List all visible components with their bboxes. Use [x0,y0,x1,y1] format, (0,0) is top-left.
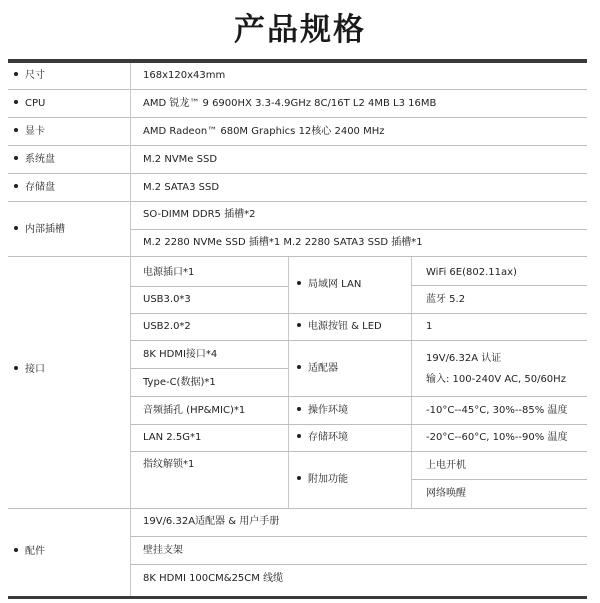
port-item: 音频插孔 (HP&MIC)*1 [143,405,246,416]
sub-divider [130,564,587,565]
accessories-label: 配件 [14,546,45,558]
sub-divider [130,536,587,537]
gpu-label: 显卡 [14,126,45,138]
size-value: 168x120x43mm [143,70,226,81]
lan-wifi: WiFi 6E(802.11ax) [426,267,517,278]
section-divider [8,508,587,509]
sub-divider [130,313,288,314]
bullet-icon [297,407,301,411]
bullet-icon [297,323,301,327]
column-divider [288,257,289,508]
sub-divider [130,368,288,369]
port-item: Type-C(数据)*1 [143,377,216,388]
sub-divider [288,313,587,314]
bullet-icon [14,156,18,160]
gpu-value: AMD Radeon™ 680M Graphics 12核心 2400 MHz [143,126,385,137]
internal-slots-line2: M.2 2280 NVMe SSD 插槽*1 M.2 2280 SATA3 SSD 插槽*1 [143,237,423,248]
row-divider [8,145,587,146]
top-rule [8,59,587,63]
ports-label: 接口 [14,364,45,376]
accessory-item: 壁挂支架 [143,545,183,556]
sub-divider [130,286,288,287]
row-divider [8,201,587,202]
cpu-value: AMD 锐龙™ 9 6900HX 3.3-4.9GHz 8C/16T L2 4MB L3 16MB [143,98,437,109]
accessory-item: 8K HDMI 100CM&25CM 线缆 [143,573,284,584]
column-divider [411,257,412,508]
port-item: USB2.0*2 [143,321,191,332]
extra-power-on: 上电开机 [426,460,466,471]
sub-divider [288,340,587,341]
accessory-item: 19V/6.32A适配器 & 用户手册 [143,516,280,527]
bullet-icon [297,281,301,285]
cpu-label: CPU [14,98,45,110]
section-divider [8,256,587,257]
sub-divider [288,396,587,397]
bullet-icon [14,128,18,132]
sub-divider [130,396,288,397]
operating-env-value: -10°C--45°C, 30%--85% 温度 [426,405,568,416]
sub-divider [411,479,587,480]
system-disk-value: M.2 NVMe SSD [143,154,218,165]
power-led-label: 电源按钮 & LED [297,321,382,333]
sub-divider [288,424,587,425]
sub-divider [130,424,288,425]
storage-env-value: -20°C--60°C, 10%--90% 温度 [426,432,568,443]
bullet-icon [14,184,18,188]
row-divider [8,173,587,174]
row-divider [8,117,587,118]
bullet-icon [297,476,301,480]
port-item: 指纹解锁*1 [143,459,195,470]
extra-wake-on-lan: 网络唤醒 [426,488,466,499]
port-item: USB3.0*3 [143,294,191,305]
row-divider [8,89,587,90]
page-title: 产品规格 [234,12,366,48]
adapter-label: 适配器 [297,363,338,375]
label-column-divider [130,63,131,596]
internal-slots-label: 内部插槽 [14,224,65,236]
bullet-icon [297,434,301,438]
operating-env-label: 操作环境 [297,405,348,417]
bullet-icon [14,100,18,104]
bullet-icon [14,226,18,230]
sub-divider [288,451,587,452]
lan-bluetooth: 蓝牙 5.2 [426,294,466,305]
bullet-icon [14,548,18,552]
storage-disk-value: M.2 SATA3 SSD [143,182,220,193]
power-led-value: 1 [426,321,433,332]
port-item: 8K HDMI接口*4 [143,349,218,360]
sub-divider [130,451,288,452]
storage-env-label: 存储环境 [297,432,348,444]
internal-slots-line1: SO-DIMM DDR5 插槽*2 [143,209,256,220]
lan-label: 局域网 LAN [297,279,361,291]
port-item: LAN 2.5G*1 [143,432,202,443]
storage-disk-label: 存储盘 [14,182,55,194]
sub-divider [130,340,288,341]
sub-divider [130,229,587,230]
port-item: 电源插口*1 [143,267,195,278]
bullet-icon [14,72,18,76]
sub-divider [411,285,587,286]
bullet-icon [14,366,18,370]
extra-label: 附加功能 [297,474,348,486]
size-label: 尺寸 [14,70,45,82]
bullet-icon [297,365,301,369]
adapter-cert: 19V/6.32A 认证 [426,353,502,364]
system-disk-label: 系统盘 [14,154,55,166]
adapter-input: 输入: 100-240V AC, 50/60Hz [426,374,566,385]
bottom-rule [8,596,587,599]
